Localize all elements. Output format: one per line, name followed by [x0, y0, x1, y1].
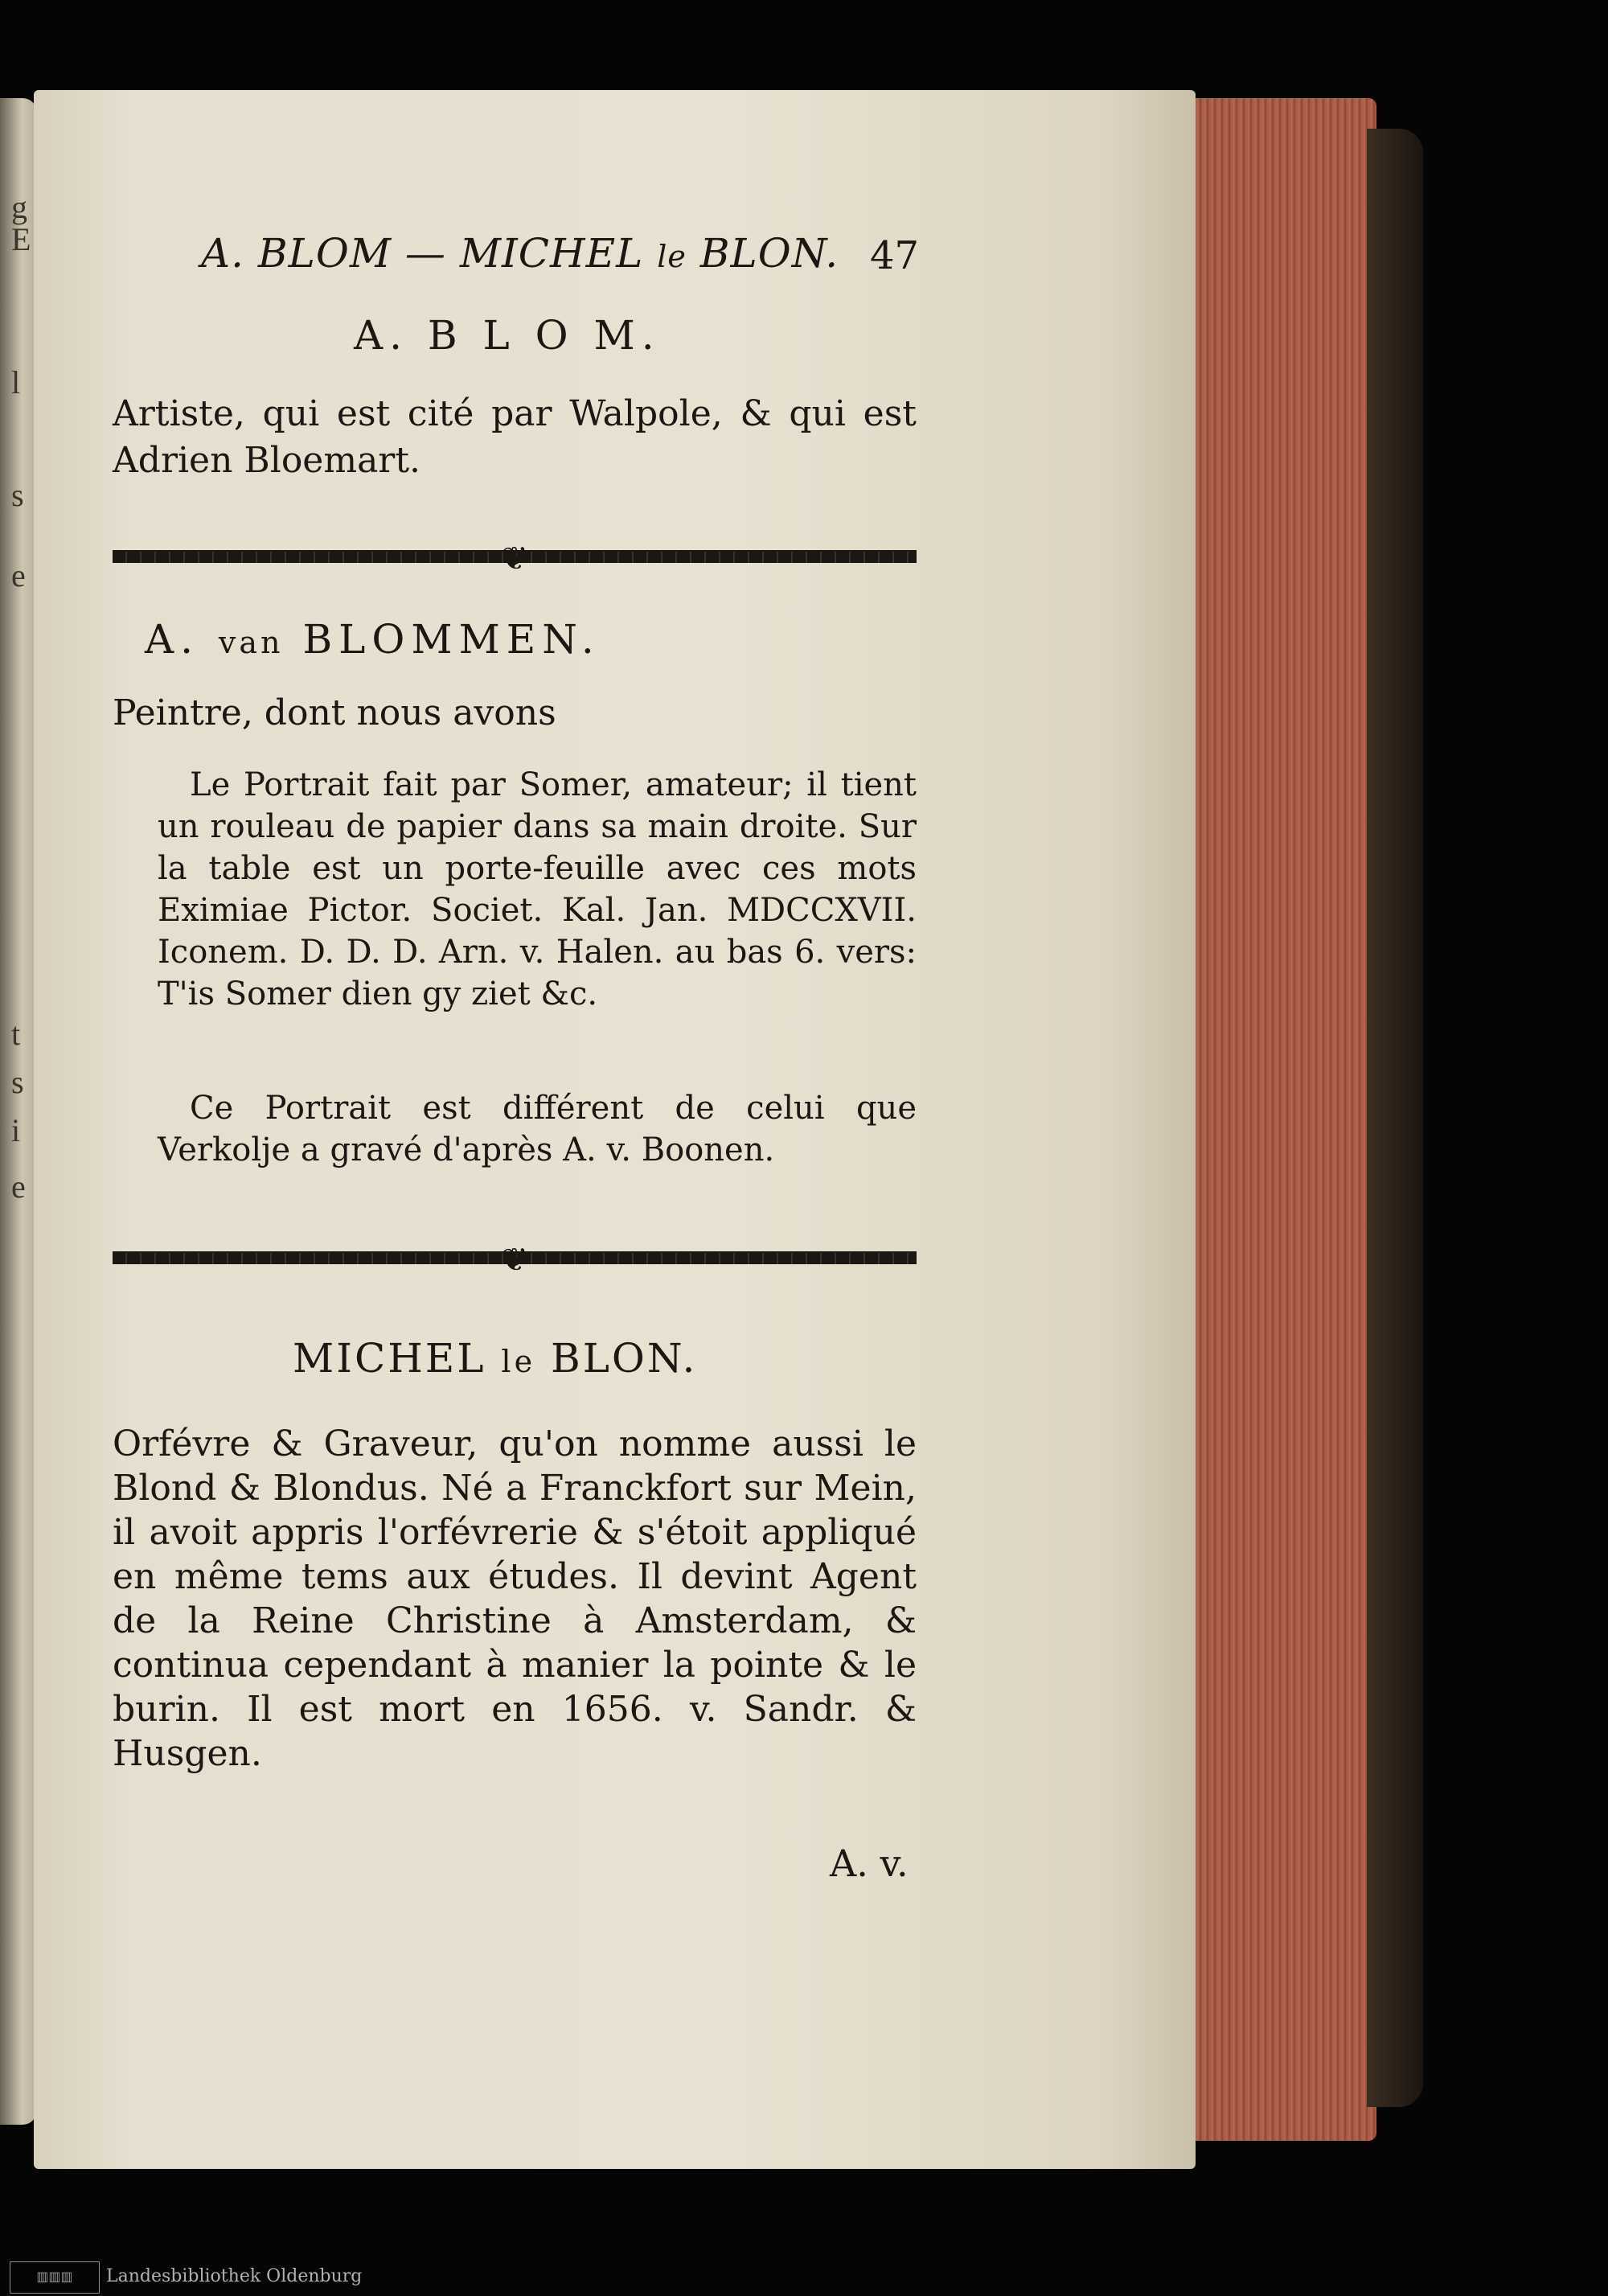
running-header: A. BLOM — MICHEL le BLON. [201, 230, 839, 277]
ornamental-rule [113, 1242, 917, 1279]
entry-text-blom: Artiste, qui est cité par Walpole, & qui est Adrien Bloemart. [113, 393, 917, 481]
entry-paragraph-portrait-somer: Le Portrait fait par Somer, amateur; il tient un rouleau de papier dans sa main droite. Sur la table est un porte-feuille avec ces mots Eximiae Pictor. Societ. Kal. Jan. MDCCXVII. Iconem. D. D. D. Arn. v. Halen. au bas 6. vers: T'is Somer dien gy ziet &c. [158, 766, 917, 1012]
entry-paragraph-portrait-verkolje: Ce Portrait est différent de celui que Verkolje a gravé d'après A. v. Boonen. [158, 1090, 917, 1169]
margin-letter: e [11, 557, 26, 594]
ornamental-rule [113, 540, 917, 577]
margin-letter: t [11, 1016, 21, 1052]
catchword: A. v. [830, 1842, 909, 1885]
library-name: Landesbibliothek Oldenburg [106, 2266, 363, 2286]
entry-title-blom: A. B L O M. [354, 312, 661, 359]
library-logo: ▥▥▥ [10, 2261, 100, 2294]
margin-letter: E [11, 221, 31, 257]
rule-ornament-icon: ❦ [501, 1242, 528, 1279]
margin-letter: g [11, 189, 27, 225]
page-number: 47 [870, 233, 920, 278]
entry-text-le-blon: Orfévre & Graveur, qu'on nomme aussi le Blond & Blondus. Né a Franckfort sur Mein, il avoit appris l'orfévrerie & s'étoit appliqué en même tems aux études. Il devint Agent de la Reine Christine à Amsterdam, & continua cependant à manier la pointe & le burin. Il est mort en 1656. v. Sandr. & Husgen. [113, 1423, 917, 1774]
margin-letter: l [11, 364, 21, 400]
entry-lead-blommen: Peintre, dont nous avons [113, 692, 556, 733]
rule-ornament-icon: ❦ [501, 540, 528, 577]
margin-letter: e [11, 1169, 26, 1205]
margin-letter: s [11, 1064, 24, 1100]
entry-title-blommen: A. van BLOMMEN. [145, 616, 601, 663]
entry-title-le-blon: MICHEL le BLON. [293, 1335, 698, 1382]
margin-letter: i [11, 1112, 21, 1148]
margin-letter: s [11, 477, 24, 513]
